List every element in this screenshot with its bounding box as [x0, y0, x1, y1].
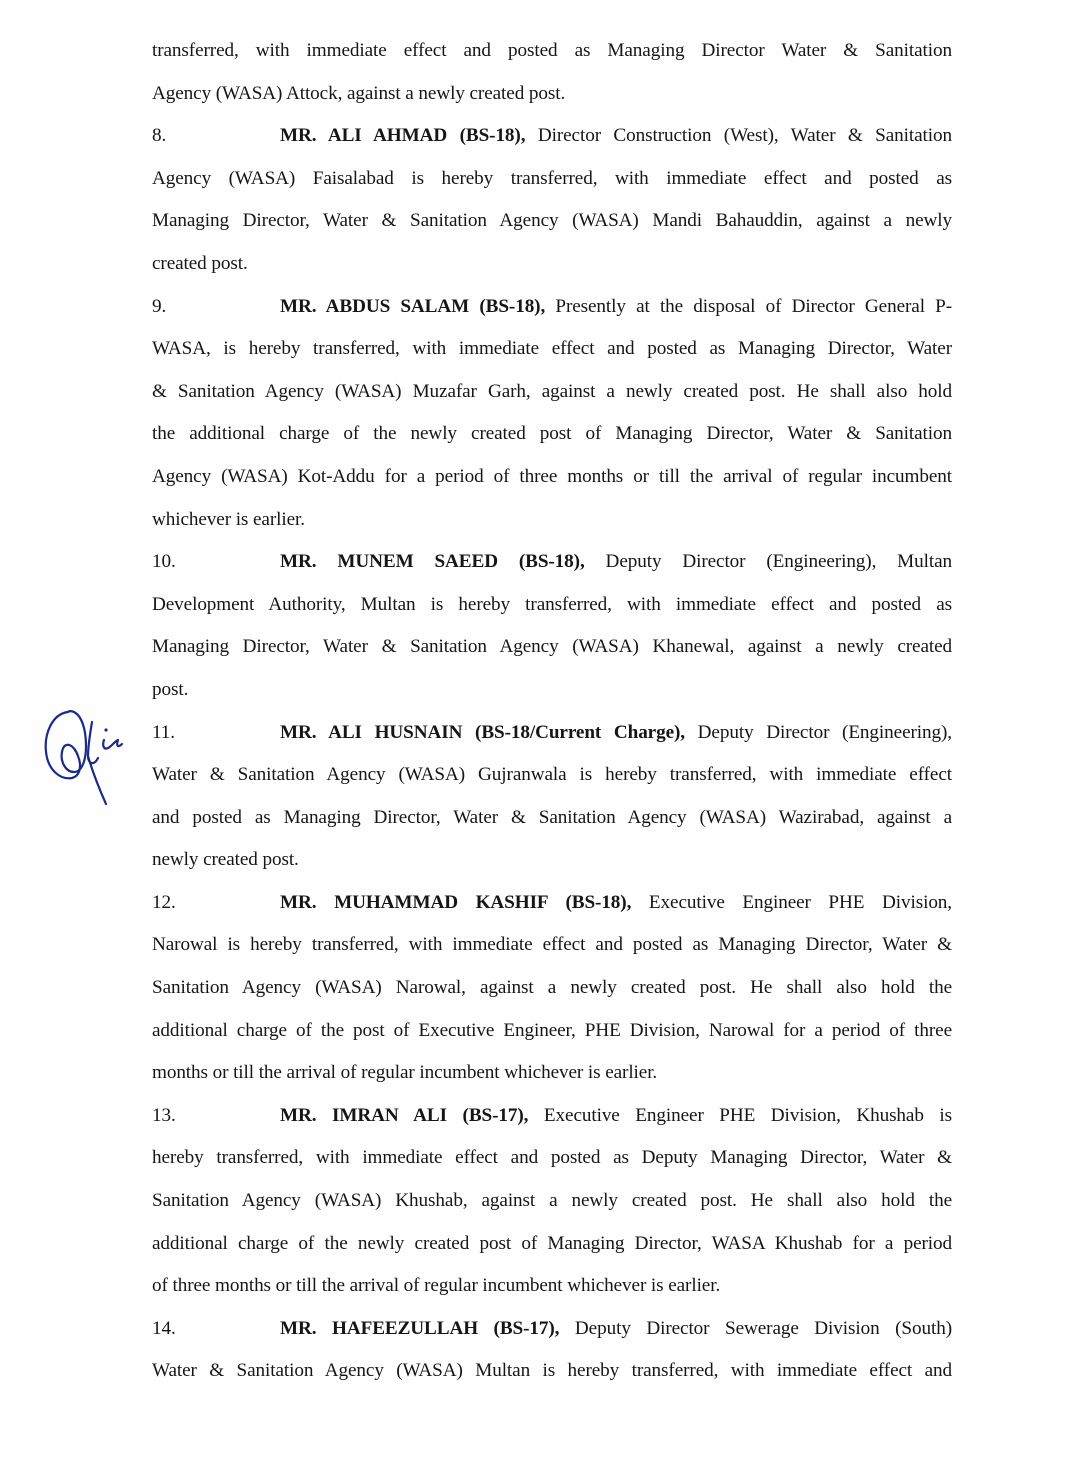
signature-tail [103, 740, 122, 749]
paragraph-9 [152, 286, 952, 542]
text-line: additional charge of the post of Executive Engineer, PHE Division, Narowal for a period of three [152, 1019, 952, 1041]
text-line: created post. [152, 252, 248, 274]
paragraph-number: 11. [152, 721, 175, 743]
text-line: WASA, is hereby transferred, with immediate effect and posted as Managing Director, Water [152, 338, 952, 360]
text-line: whichever is earlier. [152, 508, 305, 530]
first-line-text: Deputy Director Sewerage Division (South) [559, 1317, 952, 1339]
officer-name: MR. MUNEM SAEED (BS-18), [280, 551, 585, 573]
officer-name: MR. ABDUS SALAM (BS-18), [280, 295, 546, 317]
officer-name: MR. IMRAN ALI (BS-17), [280, 1104, 529, 1126]
text-line: of three months or till the arrival of regular incumbent whichever is earlier. [152, 1275, 721, 1297]
text-line: hereby transferred, with immediate effect and posted as Deputy Managing Director, Water & [152, 1147, 952, 1169]
text-line: and posted as Managing Director, Water & Sanitation Agency (WASA) Wazirabad, against a [152, 806, 952, 828]
paragraph-number: 8. [152, 125, 167, 147]
text-line: Water & Sanitation Agency (WASA) Gujranwala is hereby transferred, with immediate effect [152, 764, 952, 786]
paragraph-10 [152, 541, 952, 711]
first-line-text: Director Construction (West), Water & Sanitation [525, 125, 952, 147]
paragraph-first-line [152, 286, 952, 329]
officer-name: MR. HAFEEZULLAH (BS-17), [280, 1317, 560, 1339]
paragraph-first-line [152, 1095, 952, 1138]
text-line: Sanitation Agency (WASA) Narowal, against a newly created post. He shall also hold the [152, 977, 952, 999]
paragraph-number: 14. [152, 1317, 176, 1339]
officer-name: MR. MUHAMMAD KASHIF (BS-18), [280, 891, 632, 913]
first-line-text: Presently at the disposal of Director General P- [545, 295, 952, 317]
paragraph-number: 12. [152, 891, 176, 913]
first-line-text: Executive Engineer PHE Division, [631, 891, 953, 913]
text-line: Managing Director, Water & Sanitation Agency (WASA) Khanewal, against a newly created [152, 636, 952, 658]
text-line: transferred, with immediate effect and posted as Managing Director Water & Sanitation [152, 40, 952, 61]
text-line: Water & Sanitation Agency (WASA) Multan is hereby transferred, with immediate effect and [152, 1360, 952, 1382]
officer-name: MR. ALI AHMAD (BS-18), [280, 125, 526, 147]
paragraph-first-line [152, 1308, 952, 1351]
paragraph-13 [152, 1095, 952, 1308]
text-line: post. [152, 678, 189, 700]
text-line: newly created post. [152, 849, 299, 871]
paragraph-11 [152, 712, 952, 882]
text-line: Agency (WASA) Faisalabad is hereby transferred, with immediate effect and posted as [152, 167, 952, 189]
text-line: Agency (WASA) Kot-Addu for a period of three months or till the arrival of regular incumbent [152, 465, 952, 487]
paragraph-first-line [152, 541, 952, 584]
officer-name: MR. ALI HUSNAIN (BS-18/Current Charge), [280, 721, 685, 743]
signature-loop [46, 711, 86, 778]
first-line-text: Deputy Director (Engineering), Multan [584, 551, 953, 573]
text-line: Narowal is hereby transferred, with immediate effect and posted as Managing Director, Water & [152, 934, 952, 956]
first-line-text: Deputy Director (Engineering), [685, 721, 952, 743]
paragraph-14 [152, 1308, 952, 1393]
paragraph-number: 10. [152, 551, 176, 573]
paragraph-number: 13. [152, 1104, 176, 1126]
paragraph-7-continuation [152, 30, 952, 115]
text-line: Development Authority, Multan is hereby transferred, with immediate effect and posted as [152, 593, 952, 615]
text-line: Agency (WASA) Attock, against a newly created post. [152, 82, 566, 104]
signature-dot [104, 728, 107, 731]
paragraph-number: 9. [152, 295, 167, 317]
text-line: additional charge of the newly created post of Managing Director, WASA Khushab for a period [152, 1232, 952, 1254]
paragraph-first-line [152, 115, 952, 158]
text-line: & Sanitation Agency (WASA) Muzafar Garh, against a newly created post. He shall also hold [152, 380, 952, 402]
first-line-text: Executive Engineer PHE Division, Khushab is [528, 1104, 952, 1126]
signature-stroke [88, 722, 106, 804]
text-line: the additional charge of the newly created post of Managing Director, Water & Sanitation [152, 423, 952, 445]
text-line: Managing Director, Water & Sanitation Agency (WASA) Mandi Bahauddin, against a newly [152, 210, 952, 232]
text-line: months or till the arrival of regular incumbent whichever is earlier. [152, 1062, 658, 1084]
signature-icon [38, 700, 128, 810]
document-body [152, 30, 952, 1393]
paragraph-12 [152, 882, 952, 1095]
text-line: Sanitation Agency (WASA) Khushab, against a newly created post. He shall also hold the [152, 1190, 952, 1212]
paragraph-8 [152, 115, 952, 285]
paragraph-first-line [152, 712, 952, 755]
paragraph-first-line [152, 882, 952, 925]
